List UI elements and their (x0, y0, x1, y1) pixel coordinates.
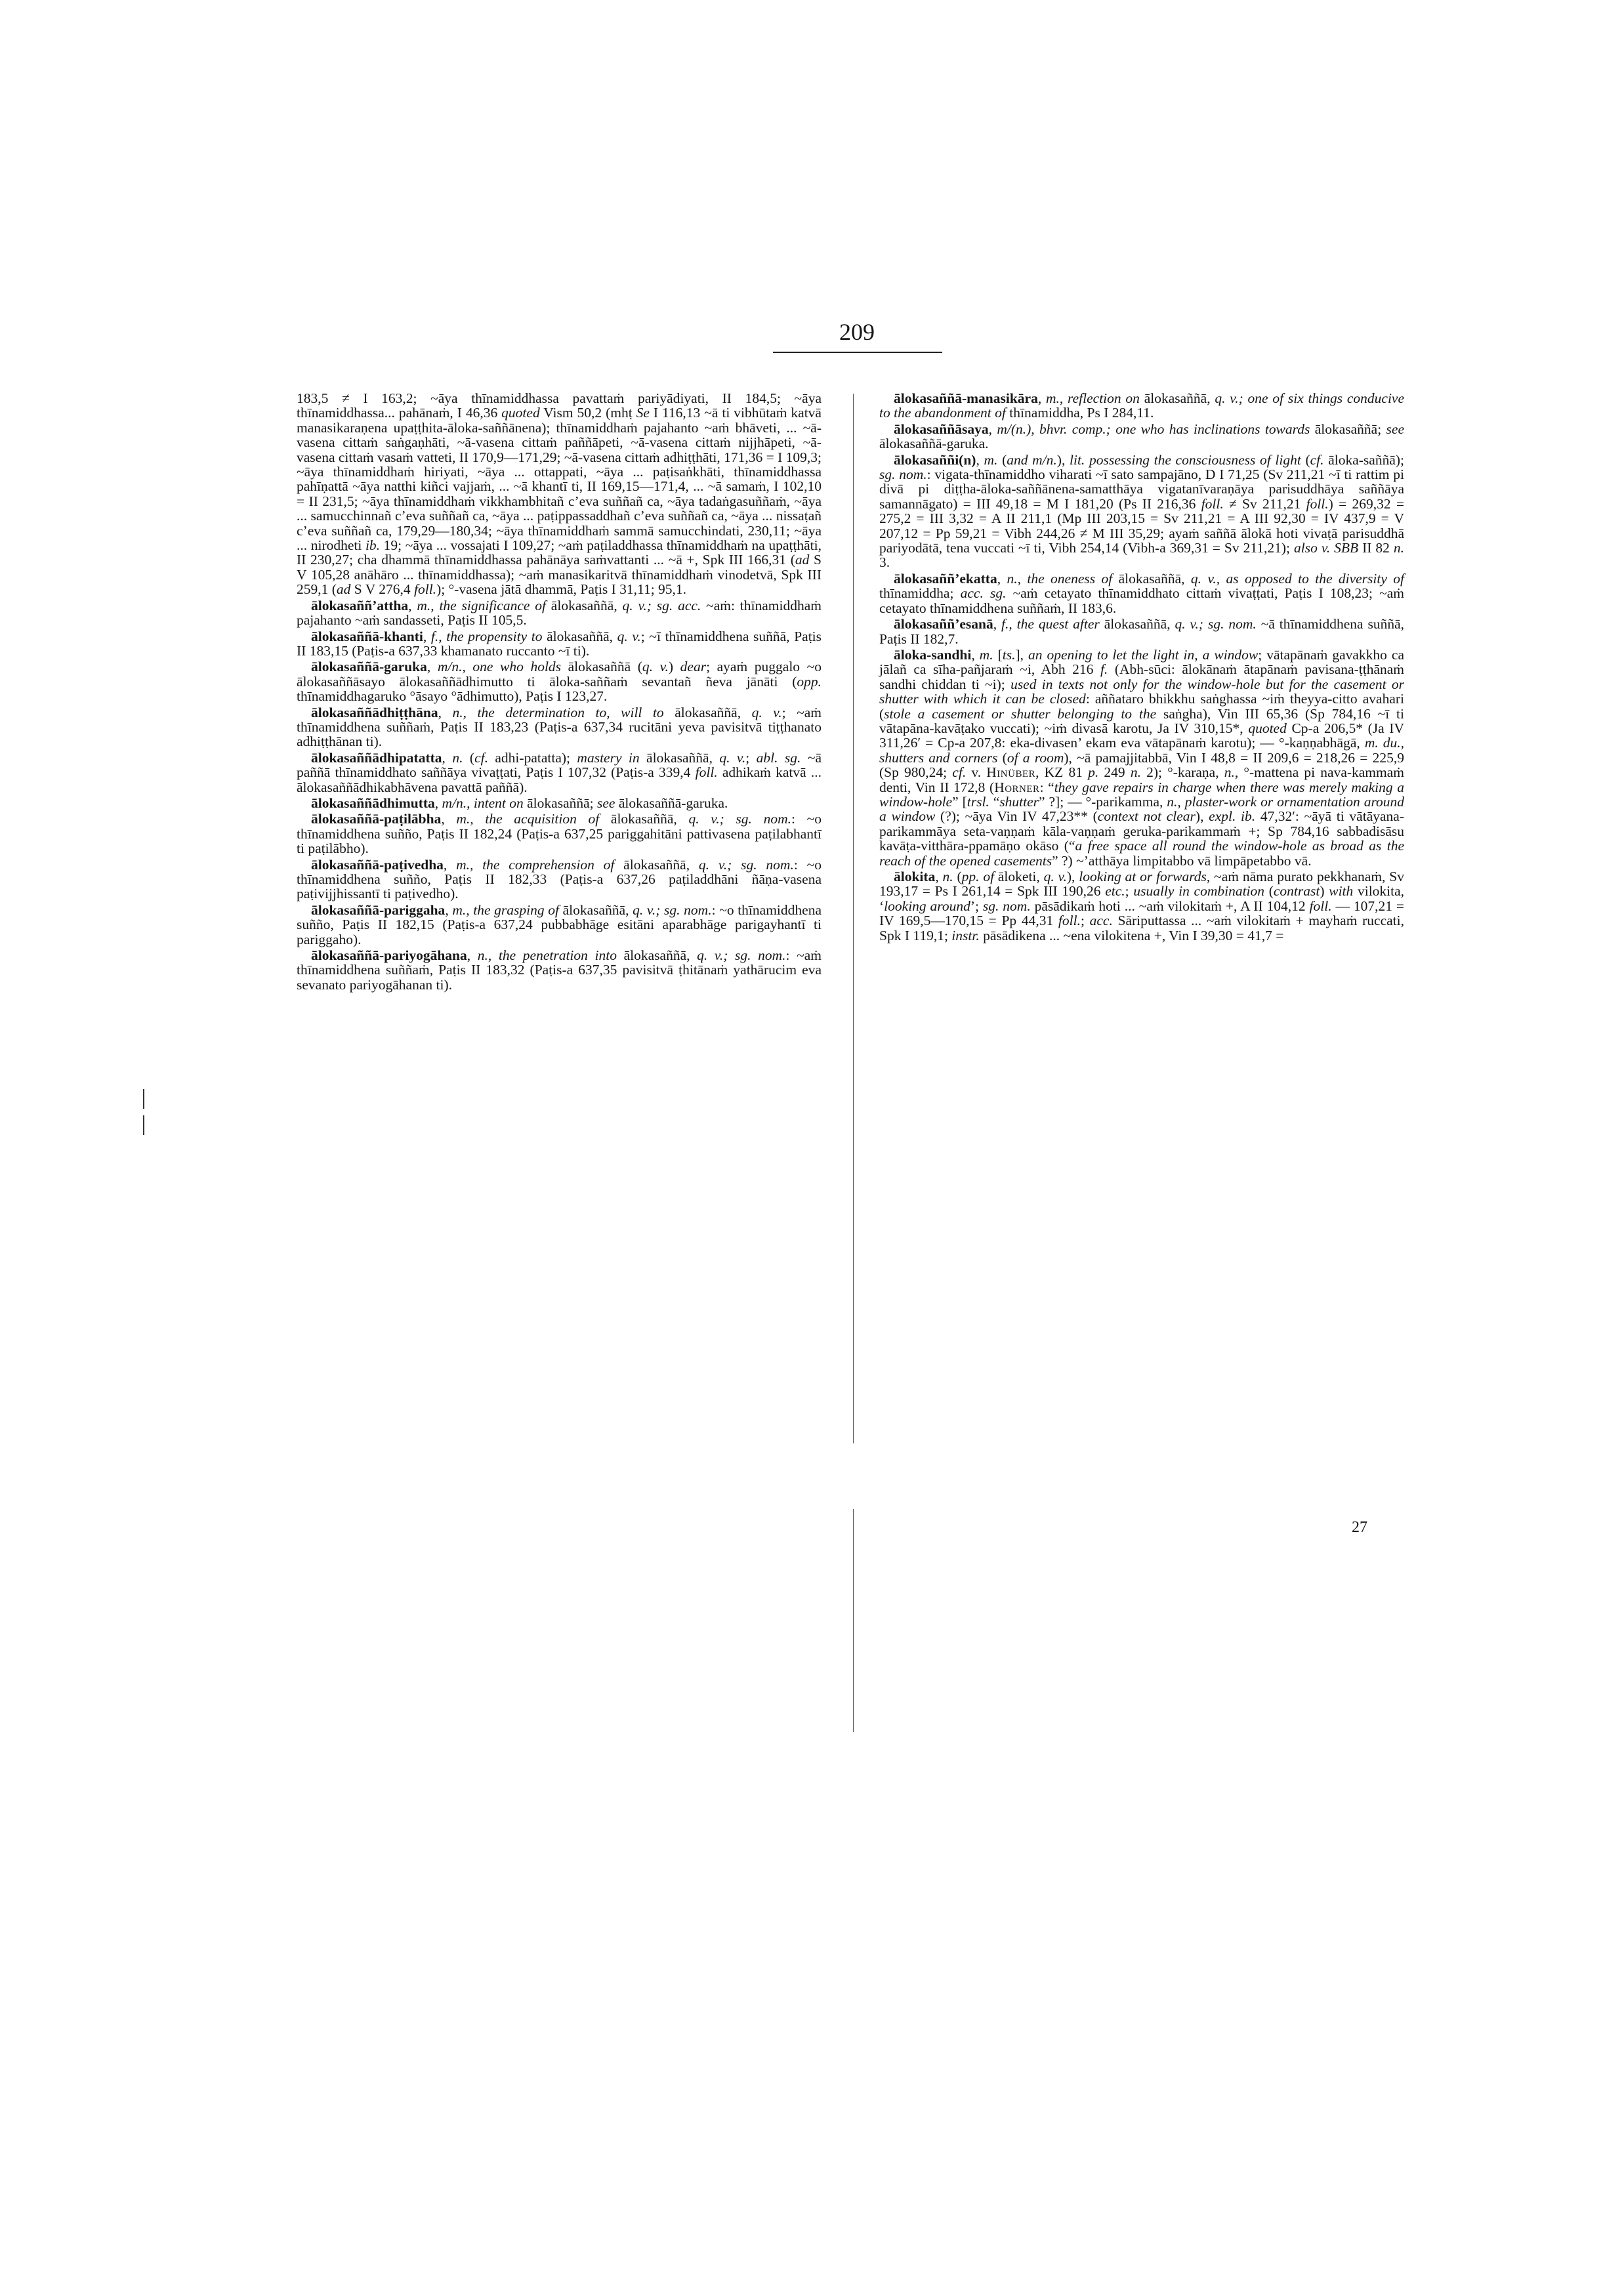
entry-text: ) = 269,32 = 275,2 = III 3,32 = A II 211,1 (Mp III 203,15 = Sv 211,21 = A III 92,30 = IV 437,9 = V 207,12 = Pp 59,21 = Vibh 244,26 ≠ M III 35,29; ayaṁ saññā ālokā hoti vivaṭā parisuddhā pariyodātā, tena vuccati ~ī ti, Vibh 254,14 (Vibh-a 369,31 = Sv 211,21); (879, 495, 1404, 556)
italic-text: a free space all round the window-hole as broad as the reach of the opened casements (879, 838, 1404, 869)
italic-text: abl. sg. (756, 749, 801, 766)
author-name: Horner (994, 779, 1040, 795)
headword: ālokasaññā-paṭilābha (311, 811, 442, 827)
entry-text: ( (997, 749, 1007, 766)
italic-text: with (1329, 883, 1354, 899)
catchword: 27 (1352, 1519, 1367, 1536)
entry-text: : ~o thīnamiddhena suñño, Paṭis II 182,24 (Paṭis-a 637,25 pariggahitāni pattivasena paṭilabhantī ti paṭilābho). (297, 811, 822, 857)
dictionary-entry (297, 858, 822, 901)
italic-text: m. (979, 646, 993, 663)
entry-text: ālokasaññā, (616, 947, 697, 964)
dictionary-entry (297, 629, 822, 659)
entry-text: ālokasaññā, (1139, 390, 1215, 406)
entry-text: ), ~ā pamajjitabbā, Vin I 48,8 = II 209,6 = 218,26 = 225,9 (Sp 980,24; (879, 749, 1404, 781)
italic-text: q. v. (751, 704, 782, 720)
entry-text: : ~aṁ thīnamiddhena suññaṁ, Paṭis II 183,32 (Paṭis-a 637,35 pavisitvā ṭhitānaṁ yathārucim eva sevanato pariyogāhanan ti). (297, 947, 822, 993)
entry-text: ), (1066, 869, 1079, 884)
italic-text: q. v. (642, 659, 669, 675)
entry-text: ’; (970, 898, 983, 914)
italic-text: ib. (365, 537, 381, 554)
italic-text: foll. (695, 764, 718, 781)
italic-text: sg. nom. (982, 898, 1031, 914)
entry-text: ) (1320, 883, 1329, 899)
dictionary-entry (297, 812, 822, 856)
italic-text: m., the grasping of (452, 901, 559, 918)
dictionary-entry (879, 571, 1404, 615)
dictionary-entry (879, 453, 1404, 570)
italic-text: n., the determination to, will to (452, 704, 664, 720)
entry-text: 2); °-karaṇa, (1140, 764, 1224, 781)
dictionary-entry (297, 796, 822, 810)
italic-text: context not clear (1097, 808, 1196, 825)
entry-text: ālokasaññā, (1112, 570, 1191, 587)
headword: ālokasaññā-pariyogāhana (311, 947, 467, 964)
dictionary-entry (297, 705, 822, 749)
dictionary-entry (297, 948, 822, 992)
entry-text: : “ (1039, 779, 1054, 795)
italic-text: m/(n.), bhvr. comp.; one who has inclinations towards (997, 421, 1310, 437)
italic-text: contrast (1273, 883, 1320, 899)
italic-text: and m/n. (1007, 451, 1057, 468)
italic-text: mastery in (577, 749, 640, 766)
entry-text: ; vātapānaṁ gavakkho ca jālañ ca sīha-pañjaraṁ ~i, Abh 216 (879, 646, 1404, 678)
entry-text: ) (668, 659, 680, 675)
margin-mark (143, 1115, 144, 1135)
italic-text: n., the penetration into (477, 947, 617, 964)
italic-text: foll. (1058, 913, 1081, 929)
italic-text: foll. (1309, 898, 1332, 914)
entry-text: S V 276,4 (350, 581, 415, 598)
italic-text: ad (795, 552, 810, 568)
italic-text: used in texts not only for the window-hole but for the casement or shutter with which it can be closed (879, 676, 1404, 707)
headword: ālokita (894, 869, 936, 884)
entry-text: ( (997, 451, 1007, 468)
entry-text: 183,5 ≠ I 163,2; ~āya thīnamiddhassa pavattaṁ pariyādiyati, II 184,5; ~āya thīnamiddhassa... pahānaṁ, I 46,36 (297, 390, 822, 421)
page-number: 209 (839, 319, 875, 345)
entry-text: , (1037, 390, 1046, 406)
entry-text: 47,32′: ~āyā ti vātāyana-parikammāya seta-vaṇṇaṁ kāla-vaṇṇaṁ geruka-parikammaṁ +; Sp 784,16 sabbadisāsu kavāṭa-vitthāra-ppamāṇo okāso (“ (879, 808, 1404, 854)
entry-text: Vism 50,2 (mhṭ (539, 405, 636, 421)
dictionary-entry (879, 617, 1404, 646)
entry-text: thīnamiddha, Ps I 284,11. (1005, 405, 1154, 421)
entry-text: ālokasaññā, (545, 597, 623, 613)
italic-text: see (1386, 421, 1404, 437)
headword: ālokasaññā-manasikāra (894, 390, 1038, 406)
italic-text: q. v., as opposed to the diversity of (1190, 570, 1405, 587)
italic-text: see (597, 795, 615, 811)
entry-text: , °-mattena pi nava-kammaṁ denti, Vin II 172,8 ( (879, 764, 1405, 795)
entry-text: (Abh-sūci: ālokānaṁ ātapānaṁ pavisana-ṭṭhānaṁ sandhi chiddan ti ~i); (879, 661, 1404, 692)
dictionary-entry (297, 659, 822, 703)
entry-text: ], (1015, 646, 1028, 663)
italic-text: f., the quest after (1001, 616, 1100, 632)
entry-text: , (438, 704, 453, 720)
italic-text: f. (1100, 661, 1108, 678)
entry-text: (?); ~āya Vin IV 47,23** ( (935, 808, 1098, 825)
italic-text: foll. (1306, 495, 1329, 512)
dictionary-entry (879, 391, 1404, 421)
entry-text: ālokasaññā, (663, 704, 752, 720)
headword: ālokasaññādhimutta (311, 795, 435, 811)
italic-text: n. (452, 749, 463, 766)
entry-text: “ (989, 793, 1000, 810)
entry-text: 19; ~āya ... vossajati I 109,27; ~aṁ paṭiladdhassa thīnamiddhaṁ na upaṭṭhāti, II 230,27; cha dhammā thīnamiddhassa pahānāya saṁvattanti ... ~ā +, Spk III 166,31 ( (297, 537, 822, 568)
italic-text: m. du., shutters and corners (879, 735, 1405, 766)
entry-text: 249 (1098, 764, 1131, 781)
entry-text: : vigata-thīnamiddho viharati ~ī sato sampajāno, D I 71,25 (Sv 211,21 ~ī ti rattim pi divā pi diṭṭha-āloka-saññānena-samatthāya vigatanīvaraṇāya parisuddhāya saññāya samannāgato) = III 49,18 = M I 181,20 (Ps II 216,36 (879, 466, 1404, 512)
entry-text: vilokita, ‘ (879, 883, 1405, 914)
entry-text: ( (463, 749, 475, 766)
headword: ālokasaññā-garuka (311, 659, 427, 675)
headword: ālokasaññāsaya (894, 421, 989, 437)
italic-text: expl. ib. (1209, 808, 1256, 825)
entry-text: I 116,13 ~ā ti vibhūtaṁ katvā manasikaraṇena upaṭṭhita-āloka-saññānena); thīnamiddhaṁ pajahanto ~aṁ bhāveti, ... ~ā-vasena cittaṁ saṅgaṇhāti, ~ā-vasena cittaṁ paññāpeti, ~ā-vasena cittaṁ nijjhāpeti, ~ā-vasena cittaṁ vasaṁ vatteti, II 170,9—171,29; ~ā-vasena cittaṁ adhiṭṭhāti, 171,36 = I 109,3; ~āya thīnamiddhaṁ hiriyati, ~āya ... ottappati, ~āya ... paṭisaṅkhāti, thīnamiddhassa pahīṇattā ~āya natthi kiñci vajjaṁ, ... ~ā khantī ti, II 169,15—171,4, ... ~ā samaṁ, I 102,10 = II 231,5; ~āya thīnamiddhaṁ vikkhambhitañ c’eva suññañ ca, ~āya tadaṅgasuññaṁ, ~āya ... samucchinnañ c’eva suññañ ca, ~āya ... paṭippassaddhañ c’eva suññañ ca, ~āya ... nissaṭañ c’eva suññañ ca, 179,29—180,34; ~āya thīnamiddhaṁ sammā samucchindati, 230,11; ~āya ... nirodheti (297, 405, 822, 554)
entry-text: ; (745, 749, 757, 766)
italic-text: q. v.; sg. nom. (698, 856, 794, 873)
entry-text: ālokasaññā-garuka. (879, 436, 989, 452)
margin-mark (143, 1089, 144, 1109)
italic-text: cf. (952, 764, 967, 781)
headword: ālokasaññi(n) (894, 451, 976, 468)
headword: ālokasaññā-paṭivedha (311, 856, 444, 873)
entry-text: , (434, 795, 442, 811)
italic-text: dear (680, 659, 707, 675)
entry-text: , (442, 749, 453, 766)
italic-text: n. (1130, 764, 1141, 781)
italic-text: acc. sg. (960, 585, 1007, 602)
entry-text: Cp-a 206,5* (Ja IV 311,26′ = Cp-a 207,8: eka-divasen’ ekam eva vātapānaṁ karotu); — °-kaṇṇabhāgā, (879, 720, 1404, 751)
italic-text: m., the significance of (417, 597, 546, 613)
entry-text: : ~o thīnamiddhena suñño, Paṭis II 182,15 (Paṭis-a 637,24 pubbabhāge esitāni aparabhāge parigayhantī ti pariggaho). (297, 901, 822, 947)
italic-text: ts. (1002, 646, 1016, 663)
entry-text: ” ?) ~’atthāya limpitabbo vā limpāpetabbo vā. (1052, 852, 1312, 869)
author-name: Hinüber (986, 764, 1036, 781)
entry-text: thīnamiddha; (879, 585, 961, 602)
right-column (879, 391, 1404, 944)
entry-text: pāsādikena ... ~ena vilokitena +, Vin I 39,30 = 41,7 = (979, 927, 1284, 943)
italic-text: lit. possessing the consciousness of light (1070, 451, 1301, 468)
entry-text: ālokasaññā, (1099, 616, 1175, 632)
entry-text: āloketi, (994, 869, 1044, 884)
entry-text: — 107,21 = IV 169,5—170,15 = Pp 44,31 (879, 898, 1404, 929)
entry-text: , KZ 81 (1035, 764, 1089, 781)
italic-text: n. (1224, 764, 1235, 781)
entry-text: , (427, 659, 438, 675)
italic-text: m., the acquisition of (456, 811, 600, 827)
italic-text: q. v. (617, 628, 641, 644)
column-divider (853, 394, 854, 1443)
italic-text: m/n., intent on (442, 795, 524, 811)
italic-text: pp. of (961, 869, 995, 884)
entry-text: ~aṁ cetayato thīnamiddhato cittaṁ vivaṭṭati, Paṭis I 108,23; ~aṁ cetayato thīnamiddhena suññaṁ, II 183,6. (879, 585, 1405, 616)
italic-text: foll. (414, 581, 437, 598)
entry-text: ~ā paññā thīnamiddhato saññāya vivaṭṭati, Paṭis I 107,32 (Paṭis-a 339,4 (297, 749, 822, 781)
italic-text: m., the comprehension of (456, 856, 615, 873)
entry-text: II 82 (1358, 540, 1394, 556)
entry-text: , (988, 421, 997, 437)
italic-text: looking around (884, 898, 970, 914)
headword: ālokasaññ’ekatta (894, 570, 997, 587)
entry-text: pāsādikaṁ hoti ... ~aṁ vilokitaṁ +, A II 104,12 (1030, 898, 1310, 914)
entry-text: ” [ (952, 793, 967, 810)
entry-text: : ~o thīnamiddhena suñño, Paṭis II 182,33 (Paṭis-a 637,26 paṭiladdhāni ñāṇa-vasena paṭivijjhissantī ti paṭivedho). (297, 856, 822, 902)
italic-text: of a room (1007, 749, 1064, 766)
italic-text: n. (942, 869, 953, 884)
entry-text: , (976, 451, 984, 468)
entry-text: ( (1264, 883, 1274, 899)
italic-text: sg. nom. (879, 466, 927, 483)
entry-text: ālokasaññā, (542, 628, 617, 644)
italic-text: acc. (1089, 913, 1113, 929)
italic-text: quoted (501, 405, 540, 421)
entry-text: ālokasaññā, (558, 901, 633, 918)
italic-text: trsl. (967, 793, 989, 810)
entry-text: [ (993, 646, 1003, 663)
entry-text: saṅgha), Vin III 65,36 (Sp 784,16 ~ī ti vātapāna-kavāṭako vuccati); ~iṁ divasā karotu, Ja IV 310,15*, (879, 705, 1404, 736)
italic-text: also v. SBB (1294, 540, 1359, 556)
entry-text: ālokasaññā-garuka. (615, 795, 728, 811)
headword: ālokasaññā-khanti (311, 628, 423, 644)
entry-text: ( (953, 869, 962, 884)
italic-text: cf. (1310, 451, 1324, 468)
headword: ālokasaññādhiṭṭhāna (311, 704, 438, 720)
entry-text: ” ?]; — °-parikamma, (1039, 793, 1167, 810)
italic-text: q. v.; sg. nom. (633, 901, 712, 918)
headword: ālokasaññā-pariggaha (311, 901, 446, 918)
entry-text: ≠ Sv 211,21 (1223, 495, 1306, 512)
italic-text: shutter (999, 793, 1039, 810)
entry-text: , (441, 811, 457, 827)
italic-text: cf. (474, 749, 488, 766)
italic-text: q. v.; sg. acc. (622, 597, 701, 613)
italic-text: an opening to let the light in, a window (1028, 646, 1259, 663)
italic-text: q. v. (1043, 869, 1067, 884)
italic-text: instr. (951, 927, 980, 943)
entry-text: ; ~ī thīnamiddhena suññā, Paṭis II 183,15 (Paṭis-a 637,33 khamanato ruccanto ~ī ti). (297, 628, 822, 659)
entry-text: v. (966, 764, 987, 781)
column-divider-lower (853, 1509, 854, 1732)
entry-text: , (443, 856, 457, 873)
entry-text: , (408, 597, 417, 613)
italic-text: looking at or forwards (1079, 869, 1207, 884)
entry-text: ), (1195, 808, 1209, 825)
entry-text: ; (1080, 913, 1090, 929)
dictionary-entry (297, 903, 822, 947)
entry-text: ), (1056, 451, 1070, 468)
italic-text: foll. (1201, 495, 1224, 512)
entry-text: adhi-patatta); (488, 749, 577, 766)
italic-text: n. (1393, 540, 1404, 556)
entry-text: , (935, 869, 943, 884)
italic-text: q. v.; sg. nom. (697, 947, 786, 964)
left-column (297, 391, 822, 993)
entry-text: ); °-vasena jātā dhammā, Paṭis I 31,11; 95,1. (436, 581, 687, 598)
header-rule (773, 352, 942, 353)
italic-text: m., reflection on (1046, 390, 1140, 406)
italic-text: etc. (1105, 883, 1125, 899)
italic-text: n., the oneness of (1007, 570, 1113, 587)
entry-text: ālokasaññā; (523, 795, 598, 811)
italic-text: q. v. (719, 749, 746, 766)
entry-text: , (445, 901, 453, 918)
italic-text: n., plaster-work or ornamentation around a window (879, 793, 1405, 825)
entry-text: āloka-saññā); (1323, 451, 1405, 468)
italic-text: f., the propensity to (430, 628, 543, 644)
dictionary-entry (879, 422, 1404, 451)
headword: ālokasaññādhipatatta (311, 749, 442, 766)
entry-text: , (467, 947, 478, 964)
italic-text: quoted (1248, 720, 1287, 736)
dictionary-entry (879, 648, 1404, 868)
entry-text: ( (1301, 451, 1310, 468)
entry-text: , ~aṁ nāma purato pekkhanaṁ, Sv 193,17 = Ps I 261,14 = Spk III 190,26 (879, 869, 1404, 899)
dictionary-entry (297, 598, 822, 628)
entry-text: adhikaṁ katvā ... ālokasaññādhikabhāvena pavattā paññā). (297, 764, 822, 795)
entry-text: , (993, 616, 1002, 632)
italic-text: q. v.; sg. nom. (688, 811, 791, 827)
headword: ālokasaññ’attha (311, 597, 409, 613)
dictionary-entry (297, 391, 822, 597)
italic-text: usually in combination (1133, 883, 1265, 899)
entry-text: ālokasaññā, (614, 856, 699, 873)
entry-text: S V 105,28 anāhāro ... thīnamiddhassa); ~aṁ manasikaritvā thīnamiddhaṁ vinodetvā, Spk III 259,1 ( (297, 552, 822, 598)
headword: āloka-sandhi (894, 646, 972, 663)
entry-text: : aññataro bhikkhu saṅghassa ~iṁ theyya-citto avahari ( (879, 691, 1404, 722)
italic-text: ad (336, 581, 351, 598)
entry-text: Sāriputtassa ... ~aṁ vilokitaṁ + mayhaṁ ruccati, Spk I 119,1; (879, 913, 1404, 943)
entry-text: ālokasaññā, (639, 749, 720, 766)
entry-text: ālokasaññā; (1310, 421, 1386, 437)
entry-text: ~ā thīnamiddhena suññā, Paṭis II 182,7. (879, 616, 1405, 647)
entry-text: ; ayaṁ puggalo ~o ālokasaññāsayo ālokasaññādhimutto ti āloka-saññaṁ sevantañ ñeva jānāti ( (297, 659, 822, 690)
headword: ālokasaññ’esanā (894, 616, 993, 632)
italic-text: Se (636, 405, 650, 421)
entry-text: ~aṁ: thīnamiddhaṁ pajahanto ~aṁ sandasseti, Paṭis II 105,5. (297, 597, 822, 629)
dictionary-entry (297, 751, 822, 795)
italic-text: p. (1088, 764, 1099, 781)
italic-text: q. v.; one of six things conducive to the abandonment of (879, 390, 1405, 421)
entry-text: ālokasaññā ( (561, 659, 642, 675)
italic-text: m/n., one who holds (437, 659, 562, 675)
entry-text: ; (1125, 883, 1134, 899)
entry-text: , (423, 628, 431, 644)
italic-text: stole a casement or shutter belonging to the (884, 705, 1157, 722)
italic-text: they gave repairs in charge when there was merely making a window-hole (879, 779, 1404, 810)
italic-text: m. (984, 451, 998, 468)
entry-text: ; ~aṁ thīnamiddhena suññaṁ, Paṭis II 183,23 (Paṭis-a 637,34 rucitāni yeva pavisitvā tiṭṭhanato adhiṭṭhānan ti). (297, 704, 822, 750)
entry-text: , (997, 570, 1007, 587)
italic-text: q. v.; sg. nom. (1175, 616, 1257, 632)
entry-text: , (971, 646, 980, 663)
entry-text: ālokasaññā, (599, 811, 689, 827)
italic-text: opp. (797, 673, 822, 690)
entry-text: 3. (879, 554, 890, 571)
dictionary-entry (879, 869, 1404, 943)
entry-text: thīnamiddhagaruko °āsayo °ādhimutto), Paṭis I 123,27. (297, 688, 608, 705)
